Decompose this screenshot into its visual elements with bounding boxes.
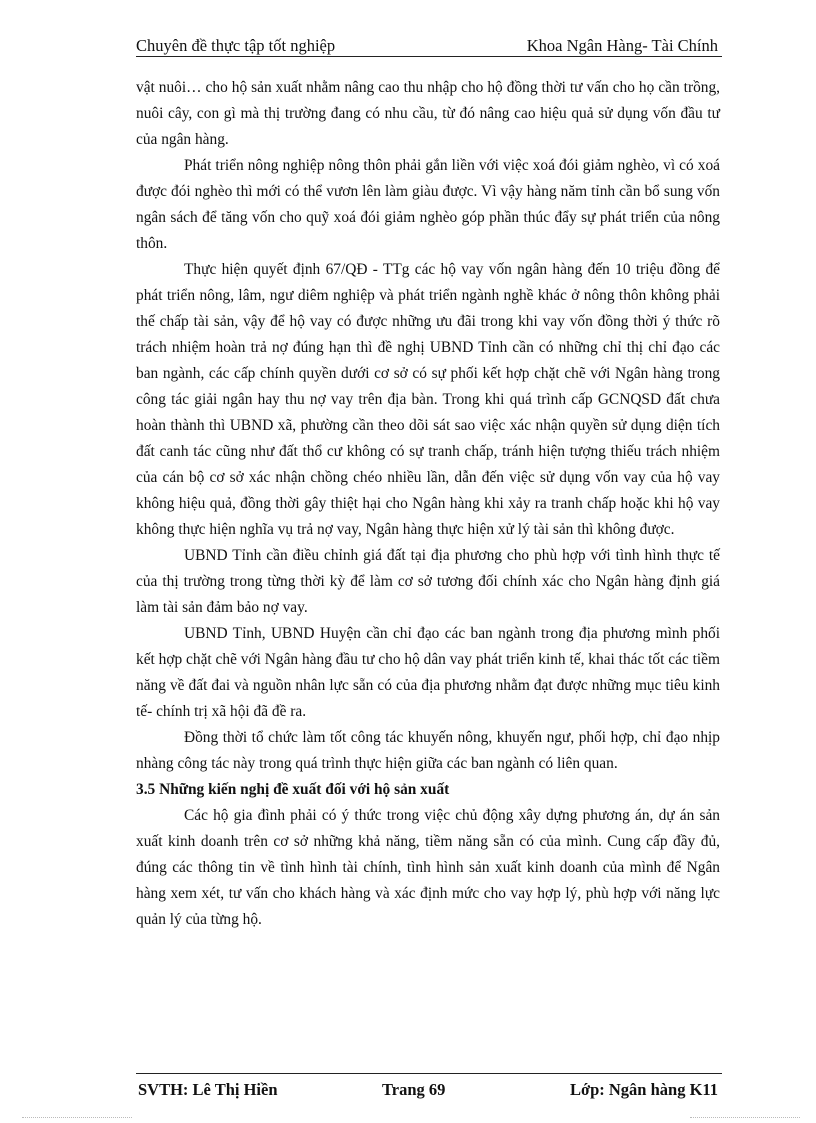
paragraph: Phát triển nông nghiệp nông thôn phải gắn liền với việc xoá đói giảm nghèo, vì có xoá được đói nghèo thì mới có thể vươn lên làm giàu được. Vì vậy hàng năm tỉnh cần bổ sung vốn ngân sách để tăng vốn cho quỹ xoá đói giảm nghèo góp phần thúc đẩy sự phát triển của nông thôn. bbox=[136, 157, 720, 252]
paragraph: UBND Tỉnh, UBND Huyện cần chỉ đạo các ban ngành trong địa phương mình phối kết hợp chặt chẽ với Ngân hàng đầu tư cho hộ dân vay phát triển kinh tế, khai thác tốt các tiềm năng về đất đai và nguồn nhân lực sẵn có của địa phương nhằm đạt được những mục tiêu kinh tế- chính trị xã hội đã đề ra. bbox=[136, 625, 720, 720]
footer-dotted-divider-right bbox=[690, 1117, 800, 1118]
page-footer bbox=[136, 1073, 722, 1100]
body-text bbox=[136, 75, 720, 933]
page-header bbox=[136, 34, 722, 57]
paragraph: Thực hiện quyết định 67/QĐ - TTg các hộ vay vốn ngân hàng đến 10 triệu đồng để phát triển nông, lâm, ngư diêm nghiệp và phát triển ngành nghề khác ở nông thôn không phải thế chấp tài sản, vậy để hộ vay có được những ưu đãi trong khi vay vốn đồng thời ý thức rõ trách nhiệm hoàn trả nợ đúng hạn thì đề nghị UBND Tỉnh cần có những chỉ thị chỉ đạo các ban ngành, các cấp chính quyền dưới cơ sở có sự phối kết hợp chặt chẽ với Ngân hàng trong công tác giải ngân hay thu nợ vay trên địa bàn. Trong khi quá trình cấp GCNQSD đất chưa hoàn thành thì UBND xã, phường cần theo dõi sát sao việc xác nhận quyền sử dụng diện tích đất canh tác cũng như đất thổ cư không có sự tranh chấp, tránh hiện tượng thiếu trách nhiệm của cán bộ cơ sở xác nhận chồng chéo nhiều lần, dẫn đến việc sử dụng vốn vay của hộ vay không hiệu quả, đồng thời gây thiệt hại cho Ngân hàng khi xảy ra tranh chấp hoặc khi hộ vay không thực hiện nghĩa vụ trả nợ vay, Ngân hàng thực hiện xử lý tài sản thì không được. bbox=[136, 261, 720, 538]
paragraph: vật nuôi… cho hộ sản xuất nhằm nâng cao thu nhập cho hộ đồng thời tư vấn cho họ cần trồng, nuôi cây, con gì mà thị trường đang có nhu cầu, từ đó nâng cao hiệu quả sử dụng vốn đầu tư của ngân hàng. bbox=[136, 79, 720, 148]
header-title-right: Khoa Ngân Hàng- Tài Chính bbox=[526, 36, 718, 55]
footer-class: Lớp: Ngân hàng K11 bbox=[569, 1080, 718, 1099]
paragraph: Các hộ gia đình phải có ý thức trong việc chủ động xây dựng phương án, dự án sản xuất kinh doanh trên cơ sở những khả năng, tiềm năng sẵn có của mình. Cung cấp đầy đủ, đúng các thông tin về tình hình tài chính, tình hình sản xuất kinh doanh của mình để Ngân hàng xem xét, tư vấn cho khách hàng và xác định mức cho vay hợp lý, phù hợp với năng lực quản lý của từng hộ. bbox=[136, 807, 720, 928]
footer-page-number: Trang 69 bbox=[382, 1080, 446, 1099]
footer-student: SVTH: Lê Thị Hiền bbox=[138, 1080, 278, 1099]
footer-dotted-divider-left bbox=[22, 1117, 132, 1118]
paragraph: Đồng thời tổ chức làm tốt công tác khuyến nông, khuyến ngư, phối hợp, chỉ đạo nhịp nhàng công tác này trong quá trình thực hiện giữa các ban ngành có liên quan. bbox=[136, 729, 720, 772]
header-title-left: Chuyên đề thực tập tốt nghiệp bbox=[136, 36, 336, 55]
paragraph: UBND Tỉnh cần điều chỉnh giá đất tại địa phương cho phù hợp với tình hình thực tế của thị trường trong từng thời kỳ để làm cơ sở tương đối chính xác cho Ngân hàng định giá làm tài sản đảm bảo nợ vay. bbox=[136, 547, 720, 616]
section-heading: 3.5 Những kiến nghị đề xuất đối với hộ sản xuất bbox=[136, 781, 450, 798]
